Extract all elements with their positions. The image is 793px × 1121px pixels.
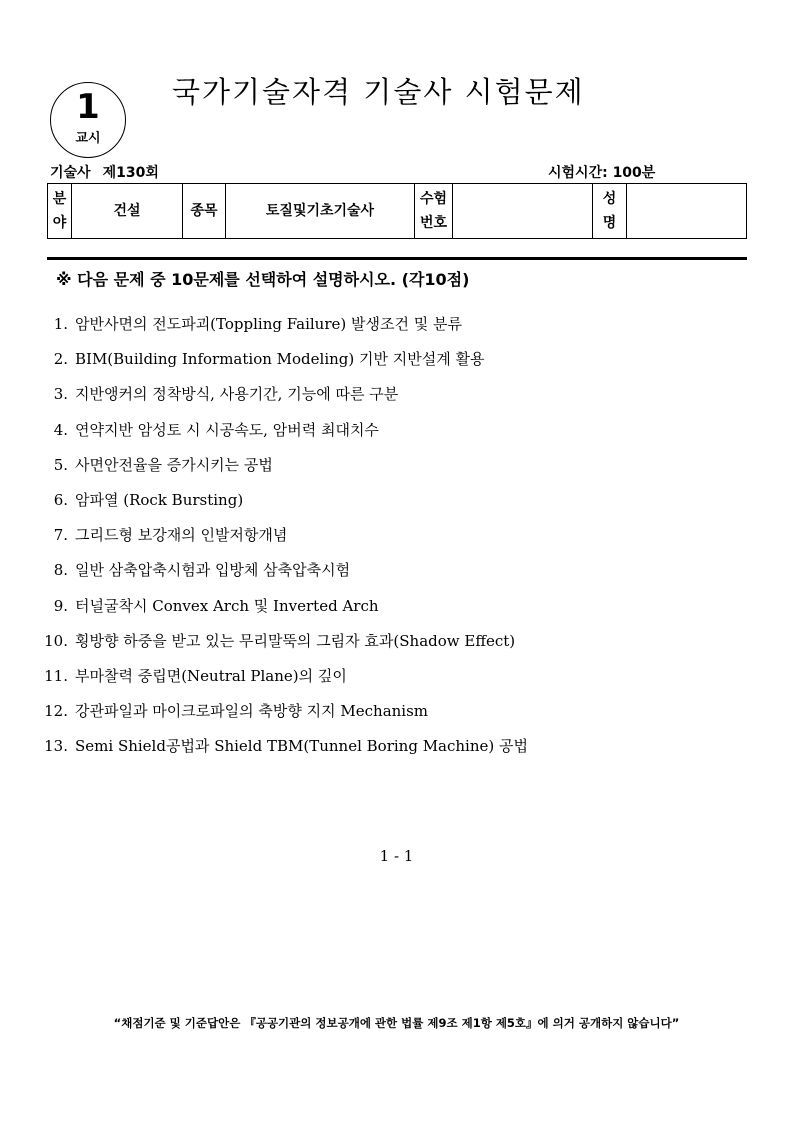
question-item (40, 594, 528, 629)
question-item (40, 312, 528, 347)
question-number: 9. (53, 596, 68, 615)
question-item (40, 488, 528, 523)
question-text: 일반 삼축압축시험과 입방체 삼축압축시험 (75, 561, 351, 580)
question-item (40, 734, 528, 769)
instruction: ※ 다음 문제 중 10문제를 선택하여 설명하시오. (각10점) (56, 270, 470, 289)
question-text: 암반사면의 전도파괴(Toppling Failure) 발생조건 및 분류 (75, 315, 462, 333)
question-number: 10. (44, 631, 68, 650)
question-number: 8. (53, 561, 68, 580)
question-number: 7. (53, 526, 68, 545)
question-item (40, 523, 528, 558)
exam-info-table (47, 183, 747, 239)
question-item (40, 453, 528, 488)
category-value: 토질및기초기술사 (226, 184, 415, 239)
field-label: 분 야 (48, 184, 72, 239)
question-text: 연약지반 암성토 시 시공속도, 암버력 최대치수 (75, 420, 379, 439)
question-text: 부마찰력 중립면(Neutral Plane)의 깊이 (75, 666, 347, 685)
exam-number-field[interactable] (453, 184, 593, 239)
category-label: 종목 (183, 184, 226, 239)
question-number: 13. (44, 737, 68, 756)
session-label: 교시 (75, 131, 101, 146)
exam-meta-left (50, 164, 159, 182)
question-number: 12. (44, 702, 68, 721)
question-number: 11. (44, 666, 68, 685)
name-label: 성 명 (593, 184, 627, 239)
exam-time: 시험시간: 100분 (548, 165, 656, 181)
question-item (40, 418, 528, 453)
exam-round: 제130회 (102, 165, 159, 181)
question-item (40, 558, 528, 593)
session-badge (50, 82, 126, 158)
question-number: 1. (53, 315, 68, 333)
exam-type: 기술사 (50, 165, 91, 181)
question-text: 터널굴착시 Convex Arch 및 Inverted Arch (75, 596, 379, 615)
exam-title: 국가기술자격 기술사 시험문제 (172, 75, 585, 109)
question-text: 암파열 (Rock Bursting) (75, 490, 244, 509)
session-number: 1 (76, 87, 100, 127)
question-number: 4. (53, 420, 68, 439)
question-text: Semi Shield공법과 Shield TBM(Tunnel Boring Machine) 공법 (75, 737, 528, 756)
question-number: 5. (53, 455, 68, 474)
name-field[interactable] (627, 184, 747, 239)
question-text: 횡방향 하중을 받고 있는 무리말뚝의 그림자 효과(Shadow Effect) (75, 631, 516, 650)
page-number: 1 - 1 (379, 847, 414, 865)
question-text: 사면안전율을 증가시키는 공법 (75, 455, 273, 474)
field-value: 건설 (72, 184, 183, 239)
question-item (40, 664, 528, 699)
question-item (40, 347, 528, 382)
question-number: 2. (53, 350, 68, 369)
section-divider (47, 257, 747, 260)
question-text: 강관파일과 마이크로파일의 축방향 지지 Mechanism (75, 702, 429, 721)
question-text: 지반앵커의 정착방식, 사용기간, 기능에 따른 구분 (75, 385, 399, 404)
question-text: 그리드형 보강재의 인발저항개념 (75, 526, 288, 545)
question-list (40, 312, 528, 769)
question-number: 3. (53, 385, 68, 404)
question-item (40, 382, 528, 417)
footer-notice: “채점기준 및 기준답안은 『공공기관의 정보공개에 관한 법률 제9조 제1항 제5호』에 의거 공개하지 않습니다” (113, 1016, 680, 1030)
exam-number-label: 수험 번호 (415, 184, 453, 239)
question-item (40, 699, 528, 734)
question-text: BIM(Building Information Modeling) 기반 지반설계 활용 (75, 350, 485, 369)
question-number: 6. (53, 490, 68, 509)
question-item (40, 629, 528, 664)
